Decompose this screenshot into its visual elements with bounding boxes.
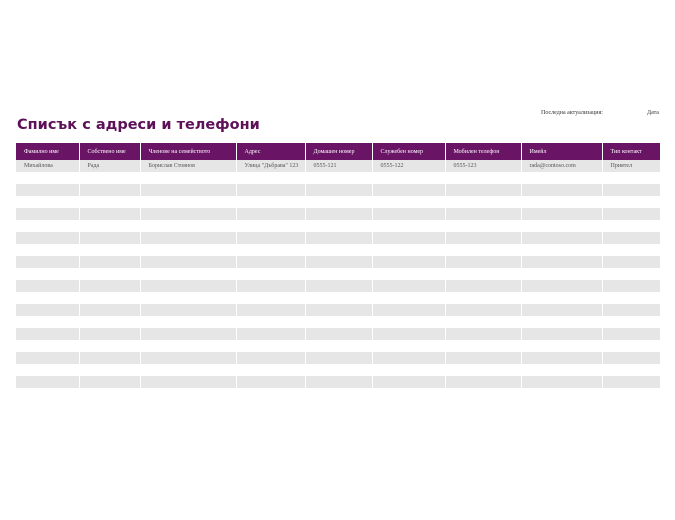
cell-work-phone[interactable]	[372, 292, 445, 304]
cell-address[interactable]	[236, 184, 305, 196]
table-row	[16, 292, 660, 304]
cell-home-phone[interactable]	[305, 220, 372, 232]
cell-contact-type[interactable]	[602, 256, 660, 268]
cell-family-members[interactable]	[140, 340, 236, 352]
cell-address[interactable]	[236, 268, 305, 280]
cell-address[interactable]	[236, 340, 305, 352]
cell-family-members[interactable]	[140, 208, 236, 220]
header-family-members[interactable]: Членове на семейството	[140, 143, 236, 160]
cell-work-phone[interactable]	[372, 280, 445, 292]
header-row	[16, 143, 660, 160]
cell-contact-type[interactable]	[602, 172, 660, 184]
cell-work-phone[interactable]	[372, 352, 445, 364]
cell-home-phone[interactable]	[305, 208, 372, 220]
cell-family-members[interactable]	[140, 220, 236, 232]
cell-first-name[interactable]	[79, 232, 140, 244]
cell-first-name[interactable]	[79, 208, 140, 220]
cell-work-phone[interactable]	[372, 364, 445, 376]
cell-first-name[interactable]	[79, 340, 140, 352]
cell-home-phone[interactable]	[305, 232, 372, 244]
cell-home-phone[interactable]	[305, 328, 372, 340]
cell-email[interactable]	[521, 328, 602, 340]
table-row	[16, 268, 660, 280]
header-address[interactable]: Адрес	[236, 143, 305, 160]
cell-mobile-phone[interactable]	[445, 292, 521, 304]
cell-first-name[interactable]	[79, 184, 140, 196]
cell-first-name[interactable]	[79, 328, 140, 340]
cell-contact-type[interactable]	[602, 340, 660, 352]
cell-mobile-phone[interactable]: 0555-123	[445, 160, 521, 172]
cell-email[interactable]	[521, 232, 602, 244]
cell-first-name[interactable]	[79, 268, 140, 280]
cell-family-members[interactable]	[140, 244, 236, 256]
cell-last-name[interactable]	[16, 304, 79, 316]
cell-last-name[interactable]	[16, 280, 79, 292]
cell-home-phone[interactable]: 0555-121	[305, 160, 372, 172]
cell-family-members[interactable]	[140, 232, 236, 244]
table-row	[16, 364, 660, 376]
cell-email[interactable]	[521, 340, 602, 352]
cell-mobile-phone[interactable]	[445, 172, 521, 184]
table-row	[16, 244, 660, 256]
cell-home-phone[interactable]	[305, 256, 372, 268]
cell-mobile-phone[interactable]	[445, 196, 521, 208]
cell-home-phone[interactable]	[305, 268, 372, 280]
cell-mobile-phone[interactable]	[445, 256, 521, 268]
cell-family-members[interactable]	[140, 184, 236, 196]
cell-family-members[interactable]	[140, 364, 236, 376]
header-home-phone[interactable]: Домашен номер	[305, 143, 372, 160]
cell-last-name[interactable]	[16, 232, 79, 244]
cell-contact-type[interactable]	[602, 328, 660, 340]
cell-mobile-phone[interactable]	[445, 280, 521, 292]
cell-email[interactable]	[521, 244, 602, 256]
cell-work-phone[interactable]	[372, 316, 445, 328]
cell-email[interactable]	[521, 352, 602, 364]
cell-address[interactable]	[236, 220, 305, 232]
cell-last-name[interactable]	[16, 316, 79, 328]
table-row	[16, 340, 660, 352]
cell-email[interactable]	[521, 376, 602, 388]
cell-address[interactable]	[236, 244, 305, 256]
cell-last-name[interactable]	[16, 244, 79, 256]
cell-work-phone[interactable]	[372, 220, 445, 232]
cell-home-phone[interactable]	[305, 340, 372, 352]
cell-mobile-phone[interactable]	[445, 268, 521, 280]
cell-email[interactable]	[521, 304, 602, 316]
cell-family-members[interactable]	[140, 196, 236, 208]
contact-table	[16, 143, 660, 388]
last-update-label: Последна актуализация:	[541, 110, 603, 116]
cell-email[interactable]: rada@contoso.com	[521, 160, 602, 172]
page-title: Списък с адреси и телефони	[17, 117, 260, 133]
cell-first-name[interactable]	[79, 316, 140, 328]
table-row	[16, 232, 660, 244]
table-row	[16, 208, 660, 220]
cell-work-phone[interactable]	[372, 232, 445, 244]
cell-mobile-phone[interactable]	[445, 376, 521, 388]
header-mobile-phone[interactable]: Мобилен телефон	[445, 143, 521, 160]
cell-address[interactable]	[236, 280, 305, 292]
cell-contact-type[interactable]	[602, 304, 660, 316]
cell-contact-type[interactable]	[602, 376, 660, 388]
cell-first-name[interactable]	[79, 292, 140, 304]
cell-mobile-phone[interactable]	[445, 220, 521, 232]
table-row	[16, 256, 660, 268]
cell-work-phone[interactable]	[372, 196, 445, 208]
cell-home-phone[interactable]	[305, 196, 372, 208]
cell-family-members[interactable]	[140, 280, 236, 292]
cell-last-name[interactable]	[16, 352, 79, 364]
cell-email[interactable]	[521, 184, 602, 196]
cell-family-members[interactable]	[140, 256, 236, 268]
cell-home-phone[interactable]	[305, 184, 372, 196]
cell-contact-type[interactable]	[602, 352, 660, 364]
cell-work-phone[interactable]	[372, 208, 445, 220]
cell-contact-type[interactable]	[602, 184, 660, 196]
cell-last-name[interactable]	[16, 340, 79, 352]
cell-contact-type[interactable]	[602, 244, 660, 256]
cell-home-phone[interactable]	[305, 280, 372, 292]
cell-last-name[interactable]: Михайлова	[16, 160, 79, 172]
cell-address[interactable]	[236, 232, 305, 244]
cell-work-phone[interactable]	[372, 376, 445, 388]
cell-last-name[interactable]	[16, 172, 79, 184]
last-update-value[interactable]: Дата	[647, 110, 659, 116]
table-row	[16, 220, 660, 232]
cell-family-members[interactable]	[140, 376, 236, 388]
cell-work-phone[interactable]	[372, 184, 445, 196]
cell-address[interactable]	[236, 316, 305, 328]
cell-email[interactable]	[521, 268, 602, 280]
cell-first-name[interactable]	[79, 256, 140, 268]
cell-email[interactable]	[521, 364, 602, 376]
header-work-phone[interactable]: Служебен номер	[372, 143, 445, 160]
cell-first-name[interactable]	[79, 352, 140, 364]
cell-work-phone[interactable]	[372, 172, 445, 184]
cell-work-phone[interactable]	[372, 268, 445, 280]
table-row	[16, 352, 660, 364]
cell-first-name[interactable]	[79, 304, 140, 316]
cell-mobile-phone[interactable]	[445, 316, 521, 328]
cell-mobile-phone[interactable]	[445, 208, 521, 220]
table-row	[16, 328, 660, 340]
table-row	[16, 304, 660, 316]
cell-home-phone[interactable]	[305, 244, 372, 256]
cell-home-phone[interactable]	[305, 292, 372, 304]
cell-address[interactable]	[236, 376, 305, 388]
cell-mobile-phone[interactable]	[445, 244, 521, 256]
cell-first-name[interactable]	[79, 172, 140, 184]
table-row	[16, 172, 660, 184]
cell-work-phone[interactable]	[372, 304, 445, 316]
header-email[interactable]: Имейл	[521, 143, 602, 160]
table-row	[16, 184, 660, 196]
cell-last-name[interactable]	[16, 364, 79, 376]
cell-mobile-phone[interactable]	[445, 304, 521, 316]
cell-mobile-phone[interactable]	[445, 328, 521, 340]
cell-first-name[interactable]	[79, 364, 140, 376]
cell-last-name[interactable]	[16, 328, 79, 340]
cell-home-phone[interactable]	[305, 172, 372, 184]
cell-contact-type[interactable]	[602, 208, 660, 220]
cell-address[interactable]: Улица "Дъбрава" 123	[236, 160, 305, 172]
cell-mobile-phone[interactable]	[445, 352, 521, 364]
cell-contact-type[interactable]	[602, 196, 660, 208]
cell-address[interactable]	[236, 352, 305, 364]
cell-work-phone[interactable]	[372, 328, 445, 340]
cell-first-name[interactable]	[79, 376, 140, 388]
table-row	[16, 376, 660, 388]
cell-home-phone[interactable]	[305, 316, 372, 328]
cell-last-name[interactable]	[16, 292, 79, 304]
cell-address[interactable]	[236, 256, 305, 268]
cell-home-phone[interactable]	[305, 364, 372, 376]
cell-email[interactable]	[521, 280, 602, 292]
cell-last-name[interactable]	[16, 220, 79, 232]
cell-last-name[interactable]	[16, 268, 79, 280]
cell-email[interactable]	[521, 220, 602, 232]
cell-family-members[interactable]	[140, 268, 236, 280]
cell-email[interactable]	[521, 292, 602, 304]
cell-first-name[interactable]	[79, 220, 140, 232]
cell-address[interactable]	[236, 208, 305, 220]
table-row	[16, 160, 660, 172]
header-last-name[interactable]: Фамилно име	[16, 143, 79, 160]
cell-contact-type[interactable]	[602, 292, 660, 304]
cell-first-name[interactable]: Рада	[79, 160, 140, 172]
cell-last-name[interactable]	[16, 256, 79, 268]
cell-family-members[interactable]	[140, 172, 236, 184]
cell-contact-type[interactable]	[602, 364, 660, 376]
cell-contact-type[interactable]: Приятел	[602, 160, 660, 172]
cell-first-name[interactable]	[79, 196, 140, 208]
cell-first-name[interactable]	[79, 280, 140, 292]
cell-address[interactable]	[236, 328, 305, 340]
cell-family-members[interactable]	[140, 304, 236, 316]
cell-email[interactable]	[521, 256, 602, 268]
cell-email[interactable]	[521, 196, 602, 208]
cell-work-phone[interactable]	[372, 244, 445, 256]
cell-family-members[interactable]: Борислав Стоянов	[140, 160, 236, 172]
cell-mobile-phone[interactable]	[445, 340, 521, 352]
cell-address[interactable]	[236, 172, 305, 184]
cell-mobile-phone[interactable]	[445, 232, 521, 244]
cell-contact-type[interactable]	[602, 232, 660, 244]
cell-address[interactable]	[236, 292, 305, 304]
cell-home-phone[interactable]	[305, 352, 372, 364]
cell-email[interactable]	[521, 172, 602, 184]
cell-address[interactable]	[236, 196, 305, 208]
header-first-name[interactable]: Собствено име	[79, 143, 140, 160]
cell-contact-type[interactable]	[602, 220, 660, 232]
cell-first-name[interactable]	[79, 244, 140, 256]
cell-home-phone[interactable]	[305, 304, 372, 316]
header-contact-type[interactable]: Тип контакт	[602, 143, 660, 160]
cell-last-name[interactable]	[16, 184, 79, 196]
cell-last-name[interactable]	[16, 376, 79, 388]
cell-home-phone[interactable]	[305, 376, 372, 388]
cell-work-phone[interactable]	[372, 340, 445, 352]
cell-family-members[interactable]	[140, 328, 236, 340]
cell-family-members[interactable]	[140, 316, 236, 328]
cell-family-members[interactable]	[140, 292, 236, 304]
cell-last-name[interactable]	[16, 208, 79, 220]
cell-contact-type[interactable]	[602, 280, 660, 292]
cell-mobile-phone[interactable]	[445, 184, 521, 196]
table-row	[16, 196, 660, 208]
cell-work-phone[interactable]	[372, 256, 445, 268]
cell-last-name[interactable]	[16, 196, 79, 208]
cell-contact-type[interactable]	[602, 316, 660, 328]
cell-email[interactable]	[521, 208, 602, 220]
table-row	[16, 316, 660, 328]
cell-address[interactable]	[236, 364, 305, 376]
cell-contact-type[interactable]	[602, 268, 660, 280]
table-row	[16, 280, 660, 292]
cell-work-phone[interactable]: 0555-122	[372, 160, 445, 172]
cell-email[interactable]	[521, 316, 602, 328]
cell-family-members[interactable]	[140, 352, 236, 364]
cell-address[interactable]	[236, 304, 305, 316]
cell-mobile-phone[interactable]	[445, 364, 521, 376]
